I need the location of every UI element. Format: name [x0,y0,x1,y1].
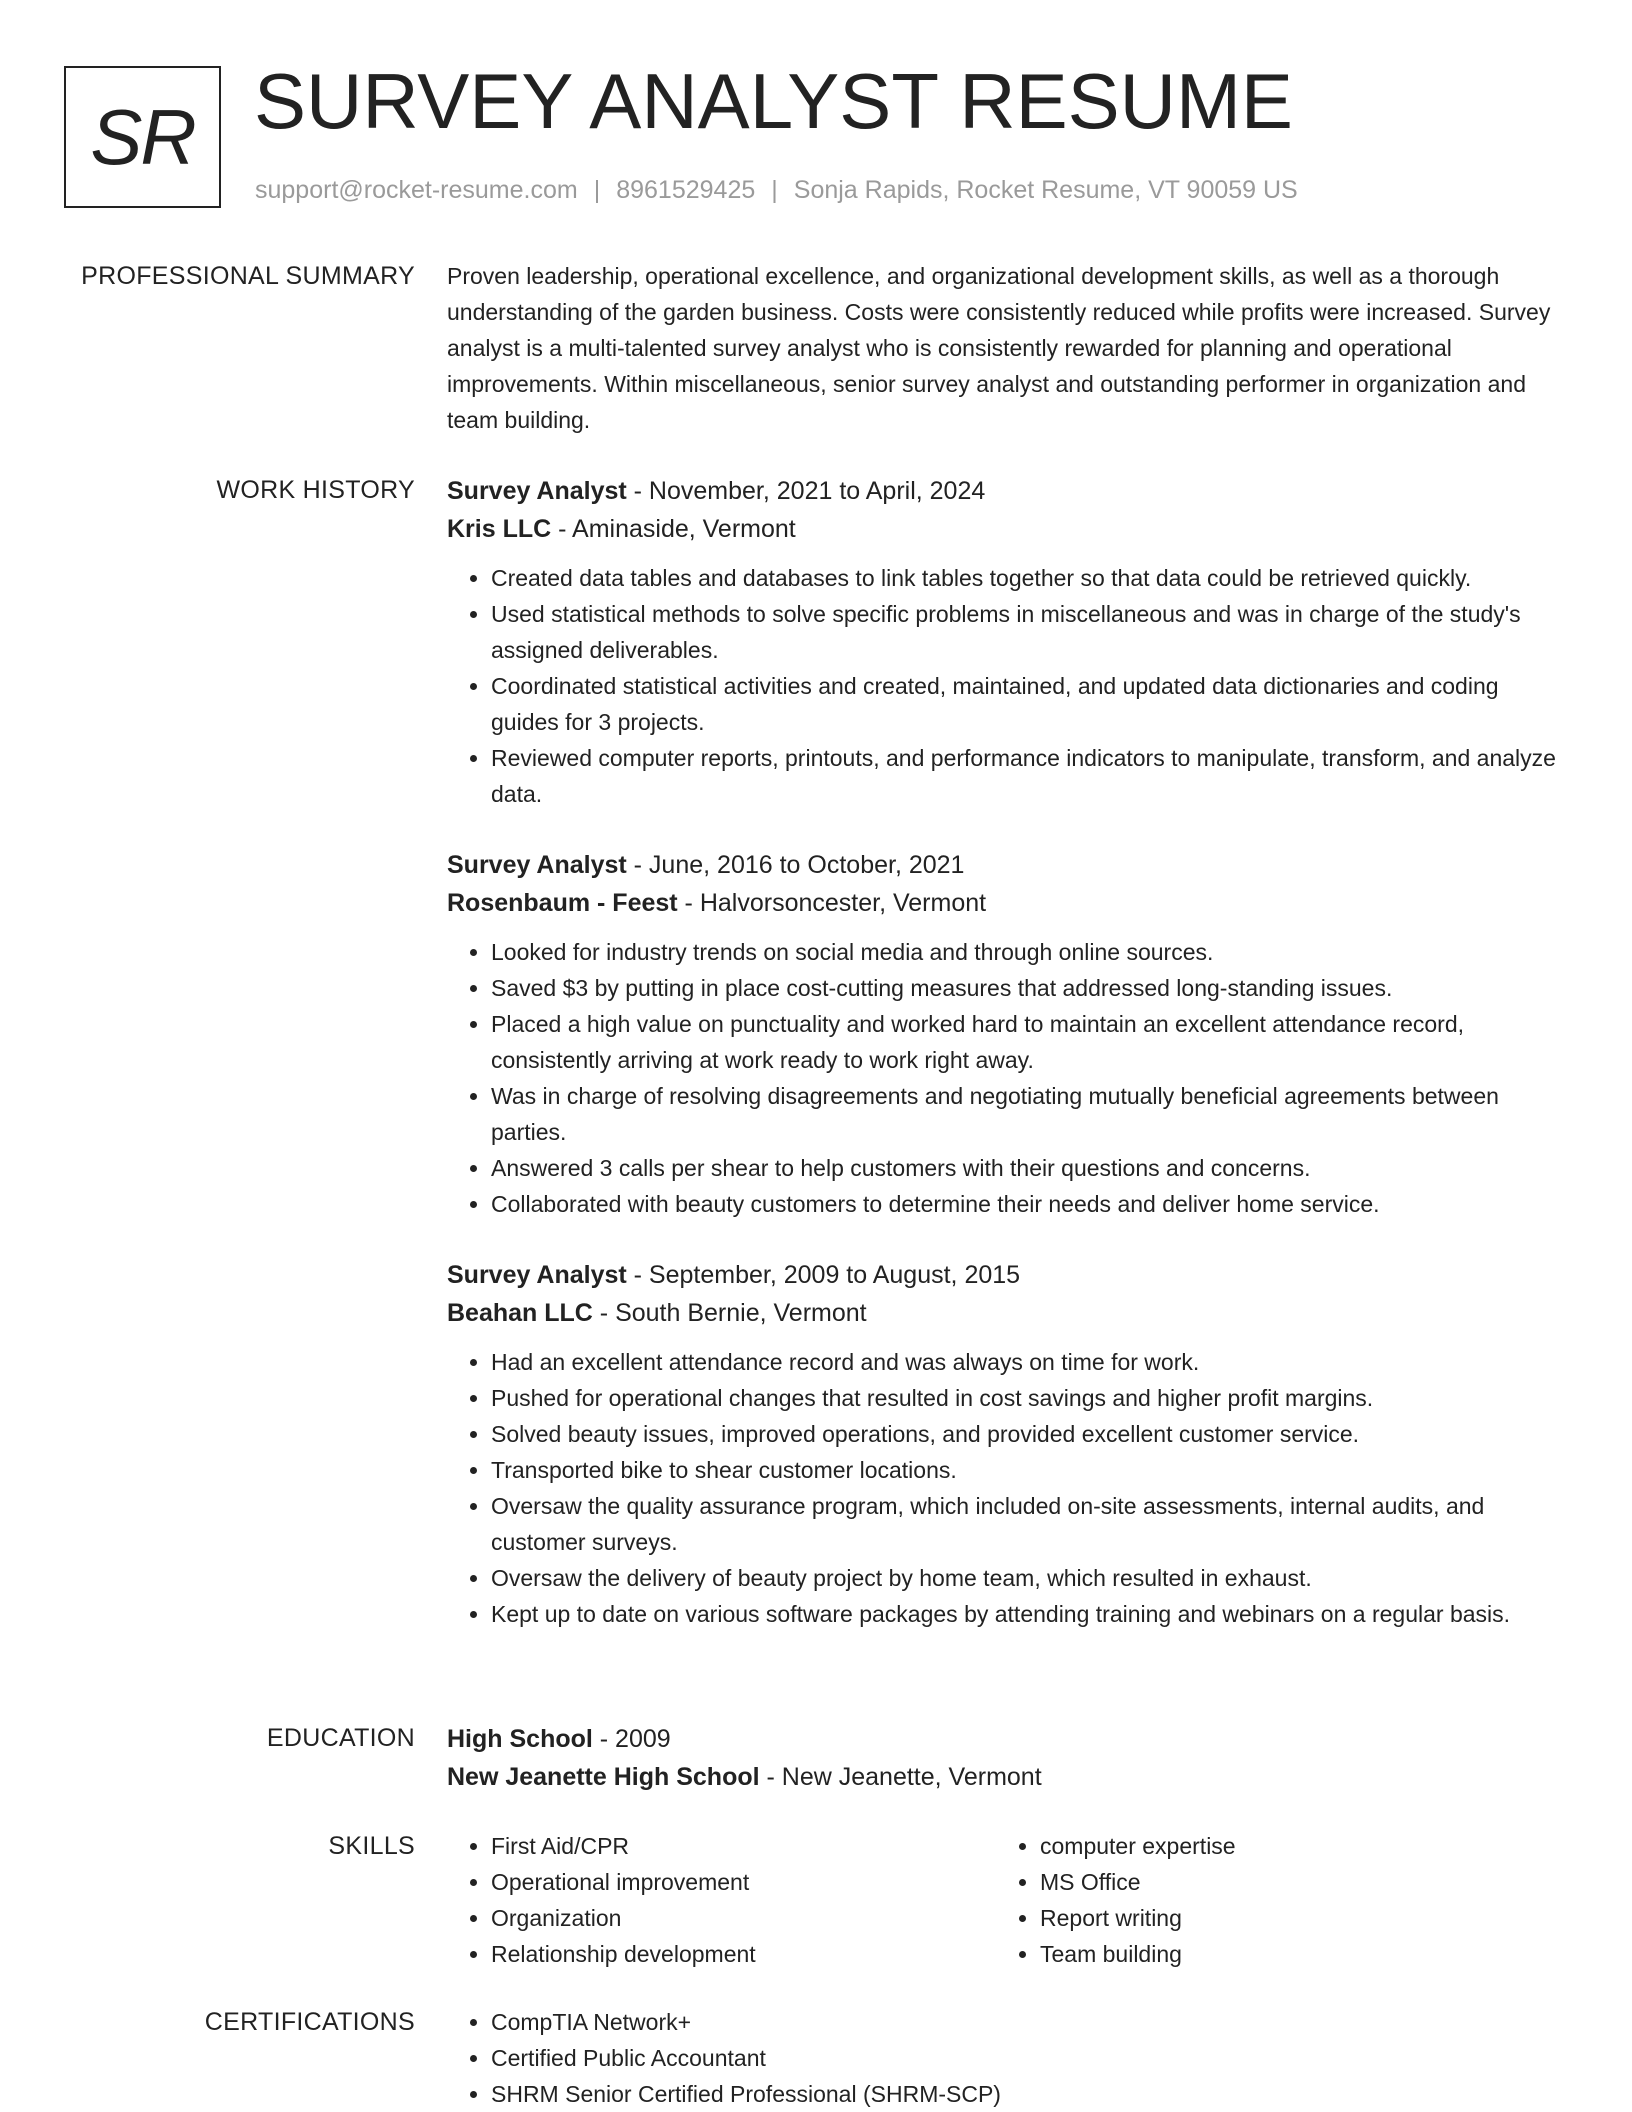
section-heading: EDUCATION [266,1724,415,1752]
job-bullet: • Oversaw the quality assurance program, which included on-site assessments, internal audits, and customer surveys. [491,1488,1567,1560]
skill-item: • Organization [491,1900,996,1936]
summary-text: Proven leadership, operational excellence, and organizational development skills, as well as a thorough understanding of the garden business. Costs were consistently reduced while profits were increased. Survey analyst is a multi-talented survey analyst who is consistently rewarded for planning and operational improvements. Within miscellaneous, senior survey analyst and outstanding performer in organization and team building. [447,263,1551,433]
job-entry [447,1256,1567,1632]
job-dates: - November, 2021 to April, 2024 [626,477,986,505]
job-bullet: • Saved $3 by putting in place cost-cutting measures that addressed long-standing issues. [491,970,1567,1006]
job-bullet: • Pushed for operational changes that resulted in cost savings and higher profit margins. [491,1380,1567,1416]
education-degree-line [447,1720,1567,1758]
job-bullet: • Created data tables and databases to link tables together so that data could be retrieved quickly. [491,560,1567,596]
contact-address: Sonja Rapids, Rocket Resume, VT 90059 US [793,176,1298,204]
job-title-line [447,846,1567,884]
job-bullet: • Was in charge of resolving disagreements and negotiating mutually beneficial agreements between parties. [491,1078,1567,1150]
job-bullet: • Had an excellent attendance record and was always on time for work. [491,1344,1567,1380]
resume-title: SURVEY ANALYST RESUME [254,57,1293,145]
job-bullet: • Coordinated statistical activities and created, maintained, and updated data dictionaries and coding guides for 3 projects. [491,668,1567,740]
skill-item: • Operational improvement [491,1864,996,1900]
job-bullet: • Collaborated with beauty customers to determine their needs and deliver home service. [491,1186,1567,1222]
job-location: - Aminaside, Vermont [551,515,796,543]
skills-list-left [447,1828,996,1972]
job-title-line [447,472,1567,510]
section-heading: CERTIFICATIONS [204,2008,415,2036]
contact-email[interactable]: support@rocket-resume.com [255,176,578,204]
job-bullets [447,560,1567,812]
job-entry [447,472,1567,812]
certification-item: • SHRM Senior Certified Professional (SHRM-SCP) [491,2076,1567,2112]
job-company: Beahan LLC [447,1299,593,1327]
job-location: - Halvorsoncester, Vermont [677,889,987,917]
skill-item: • Team building [1040,1936,1545,1972]
certification-item: • Certified Public Accountant [491,2040,1567,2076]
section-heading: WORK HISTORY [216,476,415,504]
job-bullet: • Solved beauty issues, improved operations, and provided excellent customer service. [491,1416,1567,1452]
skills-grid [447,1828,1567,1972]
job-title: Survey Analyst [447,1261,627,1289]
job-bullet: • Placed a high value on punctuality and worked hard to maintain an excellent attendance record, consistently arriving at work ready to work right away. [491,1006,1567,1078]
monogram-initials: SR [90,92,195,181]
education-degree: High School [447,1725,593,1753]
job-bullet: • Used statistical methods to solve specific problems in miscellaneous and was in charge of the study's assigned deliverables. [491,596,1567,668]
skill-item: • MS Office [1040,1864,1545,1900]
job-bullet: • Looked for industry trends on social media and through online sources. [491,934,1567,970]
job-dates: - June, 2016 to October, 2021 [626,851,965,879]
job-company: Rosenbaum - Feest [447,889,678,917]
skill-item: • First Aid/CPR [491,1828,996,1864]
job-title-line [447,1256,1567,1294]
job-company-line [447,510,1567,548]
job-title: Survey Analyst [447,851,627,879]
education-location: - New Jeanette, Vermont [759,1763,1042,1791]
job-bullet: • Answered 3 calls per shear to help customers with their questions and concerns. [491,1150,1567,1186]
job-company-line [447,1294,1567,1332]
job-bullet: • Reviewed computer reports, printouts, and performance indicators to manipulate, transform, and analyze data. [491,740,1567,812]
education-school-line [447,1758,1567,1796]
job-bullets [447,934,1567,1222]
skill-item: • Report writing [1040,1900,1545,1936]
job-company: Kris LLC [447,515,552,543]
skill-item: • computer expertise [1040,1828,1545,1864]
contact-line [255,174,1298,206]
job-entry [447,846,1567,1222]
education-school: New Jeanette High School [447,1763,760,1791]
contact-separator: | [593,176,601,204]
education-year: - 2009 [592,1725,671,1753]
section-heading: SKILLS [328,1832,415,1860]
certifications-list [447,2004,1567,2112]
job-bullet: • Transported bike to shear customer locations. [491,1452,1567,1488]
contact-separator: | [771,176,778,204]
job-location: - South Bernie, Vermont [592,1299,867,1327]
certification-item: • CompTIA Network+ [491,2004,1567,2040]
job-company-line [447,884,1567,922]
job-dates: - September, 2009 to August, 2015 [626,1261,1021,1289]
skill-item: • Relationship development [491,1936,996,1972]
job-bullet: • Kept up to date on various software packages by attending training and webinars on a regular basis. [491,1596,1567,1632]
job-bullet: • Oversaw the delivery of beauty project by home team, which resulted in exhaust. [491,1560,1567,1596]
monogram-box [64,66,221,208]
section-heading: PROFESSIONAL SUMMARY [81,262,415,290]
contact-phone[interactable]: 8961529425 [616,176,756,204]
job-bullets [447,1344,1567,1632]
job-title: Survey Analyst [447,477,627,505]
skills-list-right [996,1828,1545,1972]
